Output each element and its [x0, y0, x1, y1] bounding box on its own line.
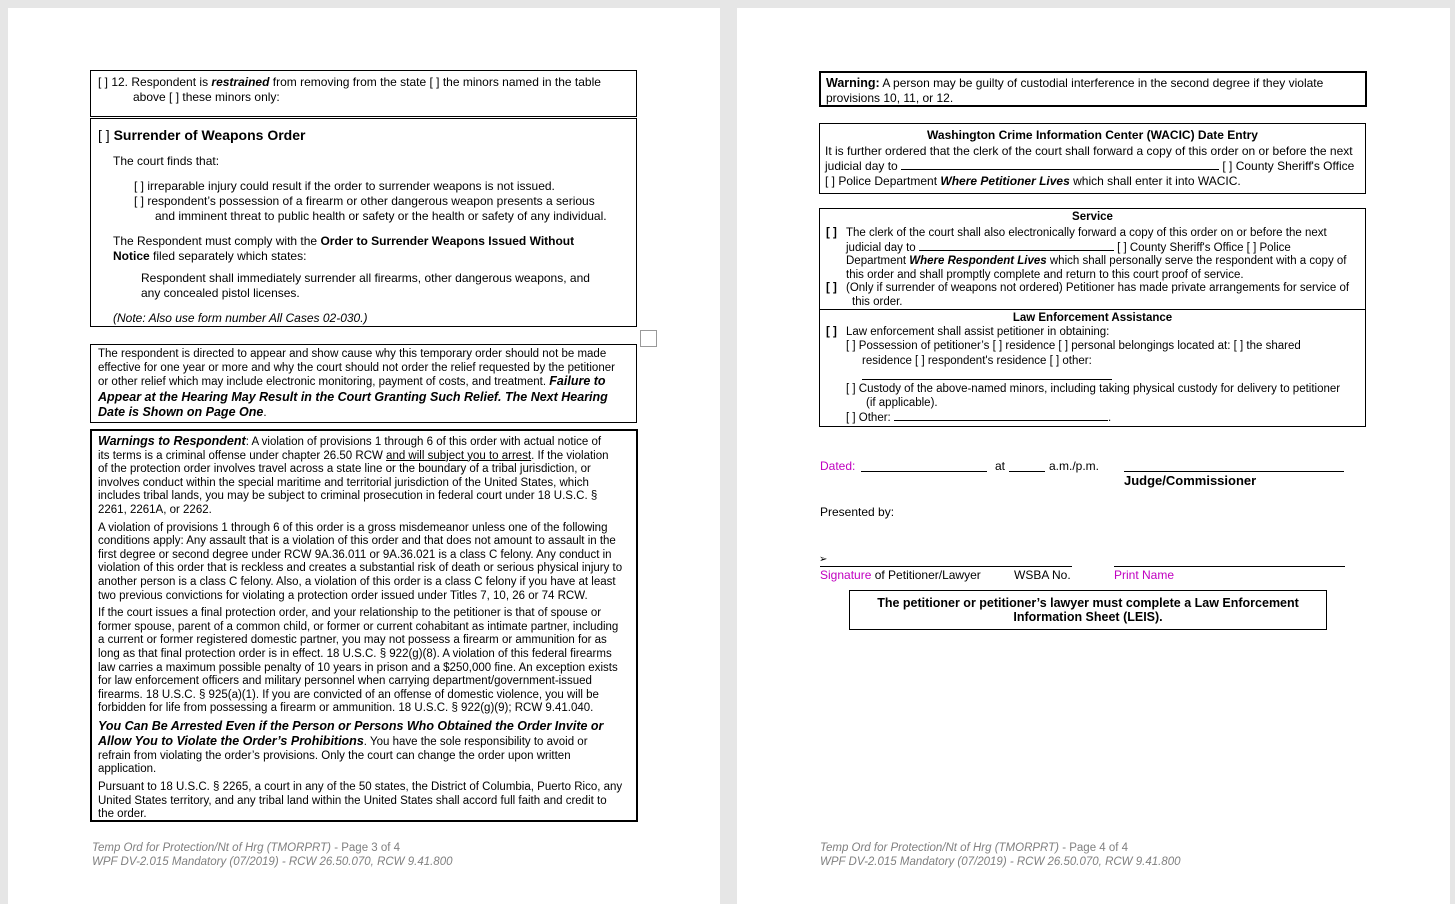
anchor-marker — [640, 330, 657, 347]
notice-line: Notice filed separately which states: — [113, 249, 307, 263]
warnings-p5-line-1: Pursuant to 18 U.S.C. § 2265, a court in any of the 50 states, the District of Columbia, Puerto Rico, any — [98, 781, 623, 794]
judge-label: Judge/Commissioner — [1124, 473, 1257, 488]
page-4 — [737, 8, 1450, 904]
warnings-p3-line-7: firearms. 18 U.S.C. § 925(a)(1). If you are convicted of an offense of domestic violence, you will be — [98, 688, 599, 701]
warnings-p2-line-2: conditions apply: Any assault that is a violation of this order and that does not amount to assault in the — [98, 535, 616, 548]
weapons-option-1: [ ] irreparable injury could result if the order to surrender weapons is not issued. — [134, 179, 555, 193]
warnings-box — [90, 429, 638, 822]
service-2-line-1: (Only if surrender of weapons not ordered) Petitioner has made private arrangements for service of — [846, 282, 1350, 294]
weapons-title: [ ] Surrender of Weapons Order — [98, 127, 306, 143]
footer-form-number: WPF DV-2.015 Mandatory (07/2019) - RCW 26.50.070, RCW 9.41.800 — [820, 856, 1181, 868]
show-cause-line-2: effective for one year or more and why the court should not order the relief requested by the petitioner — [98, 361, 615, 374]
service-checkbox-2[interactable]: [ ] — [826, 282, 837, 294]
warnings-p2-line-4: violation of this order that is reckless and creates a substantial risk of death or serious physical injury to — [98, 562, 623, 575]
item-12-line-1: [ ] 12. Respondent is restrained from removing from the state [ ] the minors named in the table — [98, 75, 601, 89]
warnings-p3-line-5: law carries a maximum possible penalty of 10 years in prison and a $250,000 fine. An exception exists — [98, 661, 618, 674]
warnings-p2-line-3: first degree or second degree under RCW 9A.36.011 or 9A.36.021 is a class C felony. Any conduct in — [98, 548, 612, 561]
leis-box — [849, 590, 1327, 630]
warnings-p2-line-5: another person is a class C felony. Also, a violation of this order is a class C felony if you have at least — [98, 575, 616, 588]
lea-title: Law Enforcement Assistance — [1012, 312, 1173, 324]
warnings-p5-line-3: the order. — [98, 808, 147, 821]
warnings-p4-line-1: You Can Be Arrested Even if the Person or Persons Who Obtained the Order Invite or — [98, 718, 604, 733]
warnings-p1-line-3: of the protection order involves travel across a state line or the boundary of a tribal jurisdiction, or — [98, 463, 591, 476]
lea-checkbox[interactable]: [ ] — [826, 326, 837, 338]
print-name-field[interactable] — [1114, 566, 1345, 567]
page-3 — [8, 8, 720, 904]
footer-form-number: WPF DV-2.015 Mandatory (07/2019) - RCW 26.50.070, RCW 9.41.800 — [92, 856, 453, 868]
warnings-p4-line-4: application. — [98, 763, 157, 776]
surrender-weapons-box — [90, 118, 637, 327]
service-checkbox-1[interactable]: [ ] — [826, 227, 837, 239]
wacic-line-1: It is further ordered that the clerk of the court shall forward a copy of this order on or before the next — [825, 144, 1353, 158]
leis-line-1: The petitioner or petitioner’s lawyer must complete a Law Enforcement — [877, 596, 1299, 610]
show-cause-line-1: The respondent is directed to appear and show cause why this temporary order should not be made — [98, 348, 607, 360]
warnings-p1-line-4: involves conduct within the special maritime and territorial jurisdiction of the United States, which — [98, 476, 589, 489]
service-1-line-4: this order and shall promptly complete and return to this court proof of service. — [846, 269, 1244, 281]
service-1-line-3: Department Where Respondent Lives which shall personally serve the respondent with a copy of — [846, 255, 1347, 267]
wacic-line-2: judicial day to [ ] County Sheriff's Office — [825, 159, 1355, 173]
warnings-p3-line-1: If the court issues a final protection order, and your relationship to the petitioner is that of spouse or — [98, 607, 602, 620]
lea-line-6: [ ] Other: . — [846, 412, 1112, 424]
warnings-p1-line-1: Warnings to Respondent: A violation of provisions 1 through 6 of this order with actual notice of — [98, 434, 602, 448]
warnings-p2-line-1: A violation of provisions 1 through 6 of this order is a gross misdemeanor unless one of the following — [98, 521, 608, 534]
warnings-p5-line-2: United States territory, and any tribal land within the United States shall accord full faith and credit to — [98, 794, 607, 807]
service-divider — [820, 309, 1365, 310]
surrender-line-1: Respondent shall immediately surrender all firearms, other dangerous weapons, and — [141, 271, 590, 285]
ampm-label: a.m./p.m. — [1049, 459, 1100, 473]
footer-form-title: Temp Ord for Protection/Nt of Hrg (TMORPRT) - Page 4 of 4 — [820, 842, 1129, 854]
wsba-label: WSBA No. — [1014, 568, 1071, 582]
custodial-warning-line-2: provisions 10, 11, or 12. — [826, 91, 954, 105]
warnings-p3-line-6: for law enforcement officers and military personnel when carrying department/government-issued — [98, 675, 592, 688]
show-cause-line-4: Appear at the Hearing May Result in the Court Granting Such Relief. The Next Hearing — [98, 389, 608, 404]
item-12-box — [90, 70, 637, 117]
judge-signature-field[interactable] — [1124, 471, 1344, 472]
item-12-line-2: above [ ] these minors only: — [133, 90, 280, 104]
show-cause-line-3: or other relief which may include electronic monitoring, payment of costs, and treatment. Failure to — [98, 374, 606, 389]
weapons-note: (Note: Also use form number All Cases 02-030.) — [113, 311, 368, 325]
at-label: at — [995, 459, 1006, 473]
custodial-warning-line-1: Warning: A person may be guilty of custodial interference in the second degree if they violate — [826, 76, 1324, 90]
signature-label: Signature of Petitioner/Lawyer — [820, 568, 981, 582]
lea-line-1: Law enforcement shall assist petitioner in obtaining: — [846, 326, 1110, 338]
weapons-option-2-cont: and imminent threat to public health or safety or the health or safety of any individual. — [155, 209, 607, 223]
petitioner-signature-field[interactable] — [820, 566, 1072, 567]
time-field[interactable] — [1009, 471, 1045, 472]
surrender-line-2: any concealed pistol licenses. — [141, 286, 300, 300]
warnings-p2-line-6: two previous convictions for violating a protection order issued under Titles 7, 10, 26 or 74 RCW. — [98, 589, 588, 602]
warnings-p1-line-6: 2261, 2261A, or 2262. — [98, 503, 212, 516]
warnings-p1-line-5: includes tribal lands, you may be subject to criminal prosecution in federal court under 18 U.S.C. § — [98, 490, 598, 503]
signature-arrow-icon: ➢ — [819, 554, 828, 565]
warnings-p4-line-2: Allow You to Violate the Order’s Prohibitions. You have the sole responsibility to avoid or — [98, 733, 588, 748]
warnings-p4-line-3: refrain from violating the order’s provisions. Only the court can change the order upon written — [98, 749, 571, 762]
service-1-line-2: judicial day to [ ] County Sheriff's Office [ ] Police — [846, 242, 1291, 254]
warnings-p3-line-3: a current or former registered domestic partner, you may not possess a firearm or ammunition for as — [98, 634, 607, 647]
custodial-warning-box — [819, 71, 1367, 107]
comply-line: The Respondent must comply with the Order to Surrender Weapons Issued Without — [113, 234, 575, 248]
dated-label: Dated: — [820, 459, 856, 473]
lea-line-4: [ ] Custody of the above-named minors, including taking physical custody for delivery to petitioner — [846, 383, 1341, 395]
lea-other-field[interactable] — [894, 410, 1108, 421]
lea-line-3: residence [ ] respondent's residence [ ] other: — [862, 355, 1092, 367]
warnings-p3-line-2: former spouse, parent of a common child, or former or current cohabitant as intimate partner, including — [98, 620, 619, 633]
date-field[interactable] — [861, 471, 987, 472]
lea-line-2: [ ] Possession of petitioner’s [ ] residence [ ] personal belongings located at: [ ] the shared — [846, 340, 1301, 352]
presented-by-label: Presented by: — [820, 505, 895, 519]
court-finds: The court finds that: — [113, 154, 220, 168]
footer-form-title: Temp Ord for Protection/Nt of Hrg (TMORPRT) - Page 3 of 4 — [92, 842, 401, 854]
leis-line-2: Information Sheet (LEIS). — [1013, 610, 1163, 624]
wacic-title: Washington Crime Information Center (WACIC) Date Entry — [927, 128, 1258, 142]
wacic-line-3: [ ] Police Department Where Petitioner Lives which shall enter it into WACIC. — [825, 174, 1241, 188]
warnings-p3-line-8: forbidden for life from possessing a firearm or ammunition. 18 U.S.C. § 922(g)(9); RCW 9.41.040. — [98, 702, 594, 715]
service-agency-field[interactable] — [919, 240, 1114, 251]
weapons-option-2: [ ] respondent’s possession of a firearm or other dangerous weapon presents a serious — [134, 194, 595, 208]
lea-other-address-field[interactable] — [862, 379, 1112, 380]
show-cause-line-5: Date is Shown on Page One. — [98, 404, 267, 419]
show-cause-box — [90, 344, 637, 423]
print-name-label: Print Name — [1114, 568, 1175, 582]
warnings-p1-line-2: its terms is a criminal offense under chapter 26.50 RCW and will subject you to arrest. If the violation — [98, 449, 609, 462]
service-1-line-1: The clerk of the court shall also electronically forward a copy of this order on or before the next — [846, 227, 1327, 239]
service-title: Service — [1072, 211, 1113, 223]
warnings-p3-line-4: long as that final protection order is in effect. 18 U.S.C. § 922(g)(8). A violation of this federal firearms — [98, 647, 612, 660]
wacic-agency-field[interactable] — [901, 159, 1219, 170]
service-2-line-2: this order. — [852, 296, 903, 308]
service-box — [819, 208, 1366, 427]
wacic-box — [819, 123, 1366, 194]
lea-line-5: (if applicable). — [866, 397, 938, 409]
